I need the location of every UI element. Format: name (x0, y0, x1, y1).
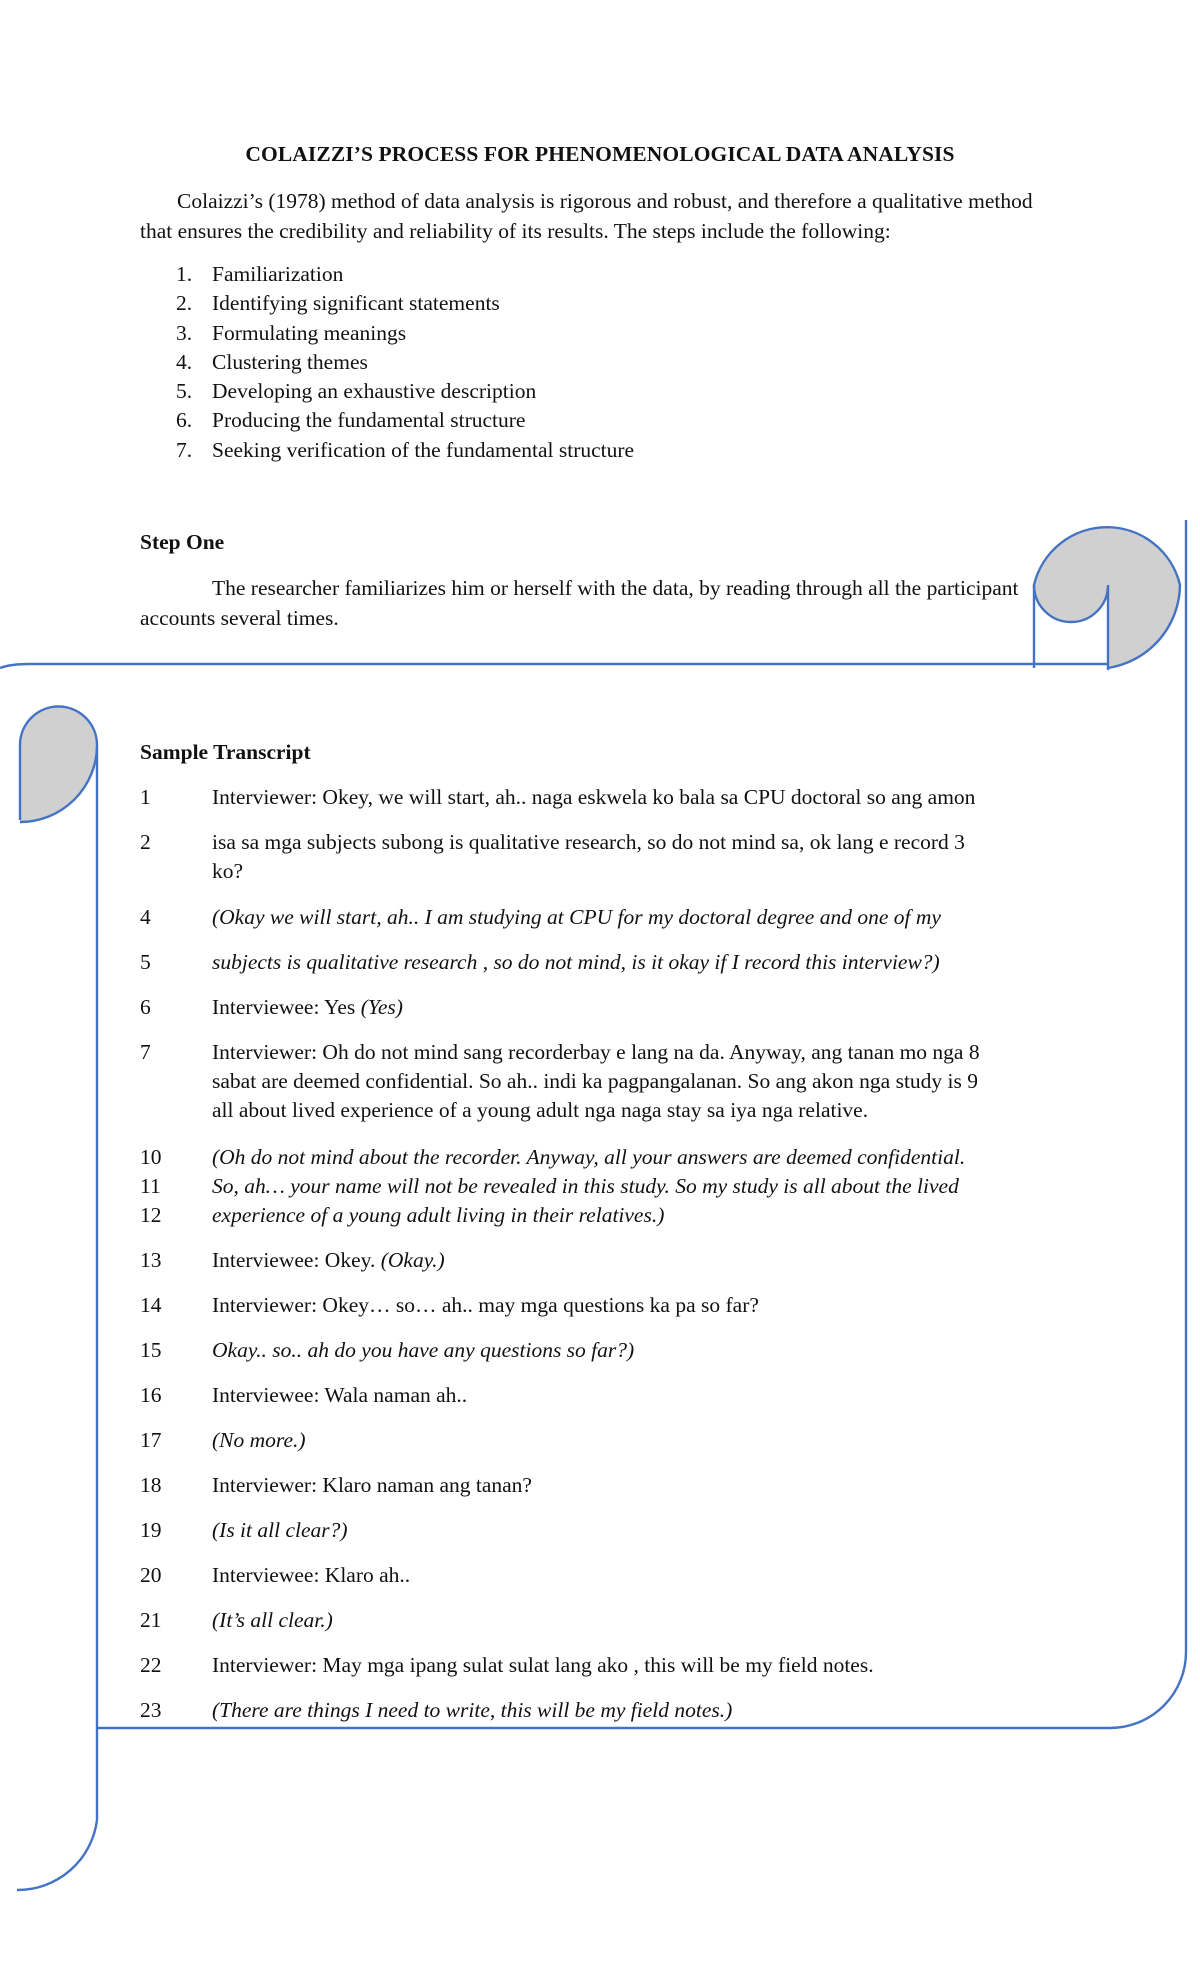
line-text: Okay.. so.. ah do you have any questions so far?) (212, 1338, 635, 1362)
step-label: Seeking verification of the fundamental structure (212, 437, 635, 462)
line-text: Interviewer: Oh do not mind sang recorderbay e lang na da. Anyway, ang tanan mo nga 8 (212, 1040, 980, 1064)
line-text: So, ah… your name will not be revealed in this study. So my study is all about the lived (212, 1174, 959, 1198)
line-text: Interviewee: Wala naman ah.. (212, 1383, 468, 1407)
line-translation: (Okay.) (375, 1248, 445, 1272)
line-number: 13 (140, 1248, 162, 1272)
step-label: Producing the fundamental structure (212, 408, 526, 433)
scroll-left-roll (17, 748, 97, 1890)
step-number: 1. (176, 262, 193, 286)
line-number: 2 (140, 830, 151, 854)
line-number: 10 (140, 1145, 162, 1169)
line-number: 4 (140, 905, 151, 929)
line-number: 11 (140, 1174, 161, 1198)
line-text: (Okay we will start, ah.. I am studying at CPU for my doctoral degree and one of my (212, 905, 941, 929)
scroll-top-edge (0, 664, 1108, 668)
line-number: 15 (140, 1338, 162, 1362)
step-one-heading: Step One (140, 530, 225, 554)
list-item (140, 348, 634, 377)
line-text: ko? (212, 859, 244, 883)
line-text: isa sa mga subjects subong is qualitative research, so do not mind sa, ok lang e record 3 (212, 830, 965, 854)
line-text: (No more.) (212, 1428, 306, 1452)
line-number: 12 (140, 1203, 162, 1227)
line-text: Interviewer: Okey, we will start, ah.. naga eskwela ko bala sa CPU doctoral so ang amon (212, 785, 976, 809)
line-number: 20 (140, 1563, 162, 1587)
line-number: 14 (140, 1293, 162, 1317)
step-number: 7. (176, 437, 193, 462)
line-text: Interviewer: May mga ipang sulat sulat lang ako , this will be my field notes. (212, 1653, 874, 1677)
transcript-heading: Sample Transcript (140, 740, 311, 764)
step-number: 2. (176, 291, 193, 316)
step-number: 3. (176, 320, 193, 345)
line-number: 22 (140, 1653, 162, 1677)
list-item (140, 436, 634, 465)
intro-paragraph: Colaizzi’s (1978) method of data analysis is rigorous and robust, and therefore a qualitative method that ensures the credibility and reliability of its results. The steps include the following: (140, 189, 1033, 243)
line-number: 16 (140, 1383, 162, 1407)
line-text: (Oh do not mind about the recorder. Anyway, all your answers are deemed confidential. (212, 1145, 966, 1169)
line-text: Interviewer: Klaro naman ang tanan? (212, 1473, 532, 1497)
line-number: 19 (140, 1518, 162, 1542)
left-curl (20, 707, 97, 823)
step-label: Developing an exhaustive description (212, 379, 537, 404)
steps-list (140, 260, 634, 465)
step-label: Familiarization (212, 262, 344, 286)
list-item (140, 406, 634, 435)
line-number: 5 (140, 950, 151, 974)
line-number: 7 (140, 1040, 151, 1064)
line-text: (There are things I need to write, this will be my field notes.) (212, 1698, 733, 1722)
line-text: (Is it all clear?) (212, 1518, 348, 1542)
document-title: COLAIZZI’S PROCESS FOR PHENOMENOLOGICAL DATA ANALYSIS (245, 142, 955, 166)
step-one-paragraph: The researcher familiarizes him or herself with the data, by reading through all the participant accounts several times. (140, 576, 1019, 630)
line-text: Interviewee: Yes (Yes) (212, 995, 403, 1019)
line-number: 6 (140, 995, 151, 1019)
list-item (140, 260, 634, 289)
step-label: Formulating meanings (212, 320, 407, 345)
line-text: Interviewee: Klaro ah.. (212, 1563, 411, 1587)
line-text: all about lived experience of a young adult nga naga stay sa iya nga relative. (212, 1098, 869, 1122)
line-translation: (Yes) (355, 995, 403, 1019)
list-item (140, 377, 634, 406)
line-number: 23 (140, 1698, 162, 1722)
list-item (140, 319, 634, 348)
line-number: 17 (140, 1428, 162, 1452)
step-label: Clustering themes (212, 349, 368, 374)
line-text: (It’s all clear.) (212, 1608, 333, 1632)
step-label: Identifying significant statements (212, 291, 500, 316)
line-text: Interviewee: Okey. (Okay.) (212, 1248, 445, 1272)
line-number: 18 (140, 1473, 162, 1497)
top-right-curl (1034, 527, 1180, 670)
line-text: subjects is qualitative research , so do not mind, is it okay if I record this interview?) (212, 950, 940, 974)
line-number: 1 (140, 785, 151, 809)
line-text: Interviewer: Okey… so… ah.. may mga questions ka pa so far? (212, 1293, 759, 1317)
line-number: 21 (140, 1608, 162, 1632)
list-item (140, 289, 634, 318)
line-text: sabat are deemed confidential. So ah.. indi ka pagpangalanan. So ang akon nga study is 9 (212, 1069, 979, 1093)
step-number: 5. (176, 379, 193, 404)
step-number: 6. (176, 408, 193, 433)
step-number: 4. (176, 349, 193, 374)
line-text: experience of a young adult living in their relatives.) (212, 1203, 665, 1227)
